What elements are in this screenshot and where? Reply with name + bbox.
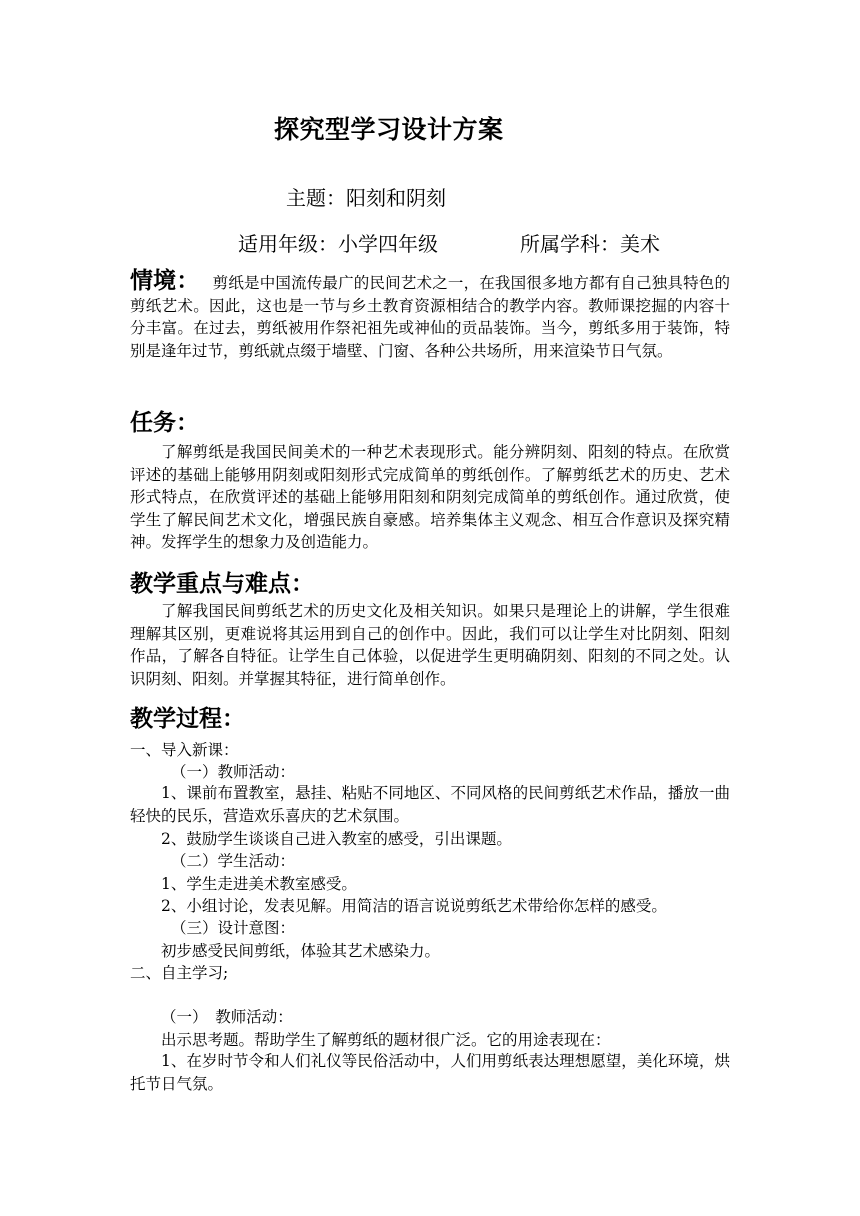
part1-teacher-label: （一）教师活动：: [171, 763, 296, 781]
key-points-text: 了解我国民间剪纸艺术的历史文化及相关知识。如果只是理论上的讲解，学生很难理解其区别，更难说将其运用到自己的创作中。因此，我们可以让学生对比阴刻、阳刻作品，了解各自特征。让学生自己体验，以促进学生更明确阴刻、阳刻的不同之处。认识阴刻、阳刻。并掌握其特征，进行简单创作。: [130, 602, 730, 688]
situation-text: 剪纸是中国流传最广的民间艺术之一，在我国很多地方都有自己独具特色的剪纸艺术。因此，这也是一节与乡土教育资源相结合的教学内容。教师课挖掘的内容十分丰富。在过去，剪纸被用作祭祀祖先或神仙的贡品装饰。当今，剪纸多用于装饰，特别是逢年过节，剪纸就点缀于墙壁、门窗、各种公共场所，用来渲染节日气氛。: [130, 274, 730, 360]
part1-teacher-item1: 1、课前布置教室，悬挂、粘贴不同地区、不同风格的民间剪纸艺术作品，播放一曲轻快的民乐，营造欢乐喜庆的艺术氛围。: [130, 784, 730, 825]
subject-line: 所属学科：美术: [520, 232, 660, 256]
part1-student-item1: 1、学生走进美术教室感受。: [161, 875, 357, 893]
part1-student-label: （二）学生活动：: [171, 852, 296, 870]
part1-intent-text: 初步感受民间剪纸，体验其艺术感染力。: [161, 942, 441, 960]
task-text: 了解剪纸是我国民间美术的一种艺术表现形式。能分辨阴刻、阳刻的特点。在欣赏评述的基础上能够用阴刻或阳刻形式完成简单的剪纸创作。了解剪纸艺术的历史、艺术形式特点，在欣赏评述的基础上能够用阳刻和阴刻完成简单的剪纸创作。通过欣赏，使学生了解民间艺术文化，增强民族自豪感。培养集体主义观念、相互合作意识及探究精神。发挥学生的想象力及创造能力。: [130, 443, 730, 552]
part1-heading: 一、导入新课：: [130, 741, 239, 759]
grade-line: 适用年级：小学四年级: [238, 232, 438, 256]
situation-section: [130, 267, 730, 362]
topic-line: 主题：阳刻和阴刻: [286, 186, 446, 210]
part2-heading: 二、自主学习;: [130, 964, 229, 982]
task-heading: 任务：: [130, 409, 199, 436]
part2-teacher-label: （一） 教师活动：: [161, 1008, 293, 1026]
part1-student-item2: 2、小组讨论，发表见解。用简洁的语言说说剪纸艺术带给你怎样的感受。: [161, 897, 667, 915]
process-heading: 教学过程：: [130, 705, 245, 732]
part2-text1: 出示思考题。帮助学生了解剪纸的题材很广泛。它的用途表现在：: [161, 1031, 611, 1049]
part1-intent-label: （三）设计意图：: [171, 919, 296, 937]
key-points-heading: 教学重点与难点：: [130, 570, 314, 597]
part2-item1: 1、在岁时节令和人们礼仪等民俗活动中，人们用剪纸表达理想愿望，美化环境，烘托节日气氛。: [130, 1052, 730, 1093]
situation-label: 情境：: [130, 267, 200, 294]
page-title: 探究型学习设计方案: [274, 115, 504, 144]
part1-teacher-item2: 2、鼓励学生谈谈自己进入教室的感受，引出课题。: [161, 830, 512, 848]
